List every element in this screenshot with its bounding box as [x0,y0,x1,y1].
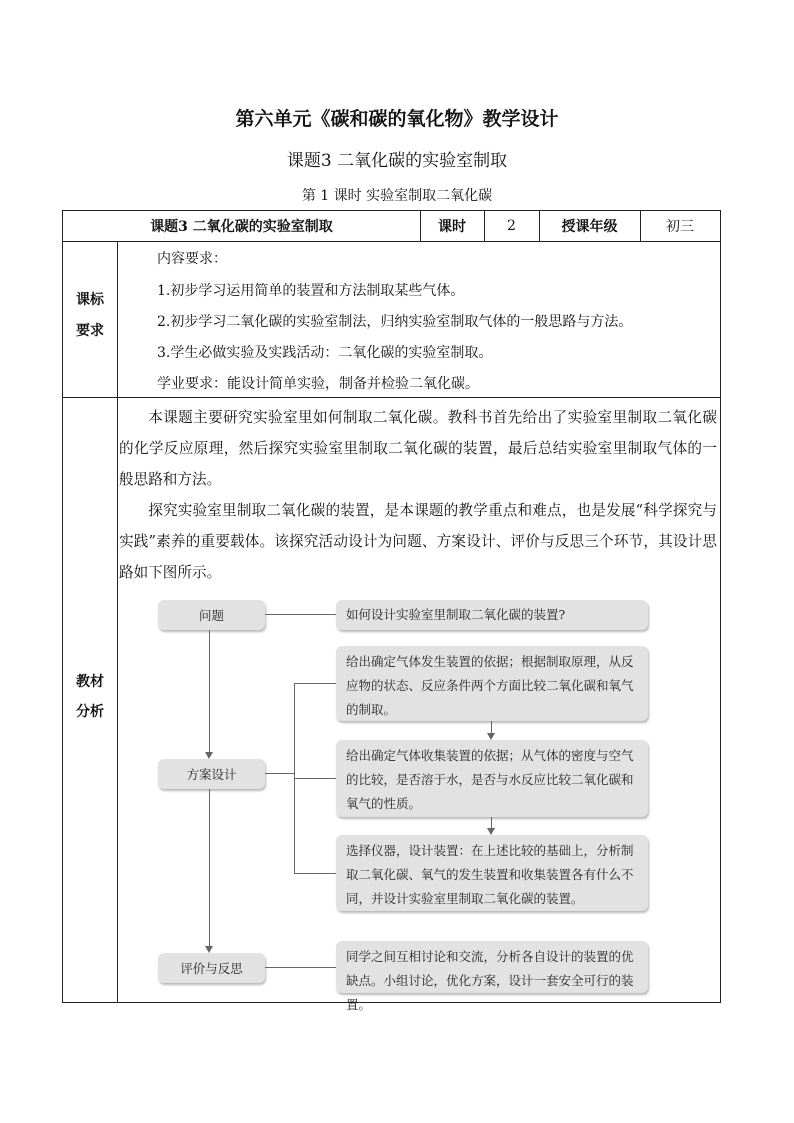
row-divider [63,397,720,398]
label-col-divider [117,241,118,1002]
period-title: 第 1 课时 实验室制取二氧化碳 [301,188,493,204]
flow-design-step-1: 给出确定气体发生装置的依据；根据制取原理，从反应物的状态、反应条件两个方面比较二氧化碳和氧气的制取。 [336,646,648,721]
standards-line: 内容要求： [157,251,227,267]
connector-line [209,789,210,946]
standards-line: 1.初步学习运用简单的装置和方法制取某些气体。 [157,283,465,299]
topic-cell: 课题3 二氧化碳的实验室制取 [150,219,333,235]
connector-line [491,721,492,733]
analysis-paragraph: 本课题主要研究实验室里如何制取二氧化碳。教科书首先给出了实验室里制取二氧化碳的化学反应原理，然后探究实验室里制取二氧化碳的装置，最后总结实验室里制取气体的一般思路和方法。 [119,409,717,488]
connector-line [265,773,294,774]
connector-line [265,614,336,615]
standards-label-1: 课标 [76,292,104,308]
analysis-paragraph: 探究实验室里制取二氧化碳的装置，是本课题的教学重点和难点，也是发展“科学探究与实践”素养的重要载体。该探究活动设计为问题、方案设计、评价与反思三个环节，其设计思路如下图所示。 [119,502,717,581]
connector-line [491,817,492,828]
connector-line [294,873,336,874]
connector-line [209,630,210,752]
analysis-label-1: 教材 [76,674,104,690]
row-divider [63,241,720,242]
standards-line: 学业要求：能设计简单实验，制备并检验二氧化碳。 [157,376,479,392]
down-arrow-icon [205,752,213,759]
connector-line [294,778,336,779]
flow-stage-question: 问题 [158,600,265,630]
flow-evaluation-box: 同学之间互相讨论和交流，分析各自设计的装置的优缺点。小组讨论，优化方案，设计一套安全可行的装置。 [336,941,648,993]
flow-stage-evaluation: 评价与反思 [158,953,265,983]
standards-line: 3.学生必做实验及实践活动：二氧化碳的实验室制取。 [157,345,493,361]
flow-design-step-2: 给出确定气体收集装置的依据；从气体的密度与空气的比较，是否溶于水，是否与水反应比较二氧化碳和氧气的性质。 [336,740,648,817]
hours-value: 2 [507,218,516,234]
standards-label-2: 要求 [76,323,104,339]
down-arrow-icon [487,828,495,835]
grade-value: 初三 [666,219,694,235]
lesson-subtitle: 课题3 二氧化碳的实验室制取 [286,151,508,171]
connector-line [294,683,336,684]
down-arrow-icon [205,946,213,953]
grade-label: 授课年级 [561,219,618,235]
document-title: 第六单元《碳和碳的氧化物》教学设计 [235,108,559,130]
flow-design-step-3: 选择仪器，设计装置：在上述比较的基础上，分析制取二氧化碳、氧气的发生装置和收集装置各有什么不同，并设计实验室里制取二氧化碳的装置。 [336,835,648,911]
flow-question-box: 如何设计实验室里制取二氧化碳的装置? [336,600,648,630]
standards-line: 2.初步学习二氧化碳的实验室制法，归纳实验室制取气体的一般思路与方法。 [157,314,633,330]
connector-line [265,967,336,968]
flow-stage-design: 方案设计 [158,759,265,789]
down-arrow-icon [487,733,495,740]
hours-label: 课时 [438,219,466,235]
analysis-label-2: 分析 [76,704,104,720]
